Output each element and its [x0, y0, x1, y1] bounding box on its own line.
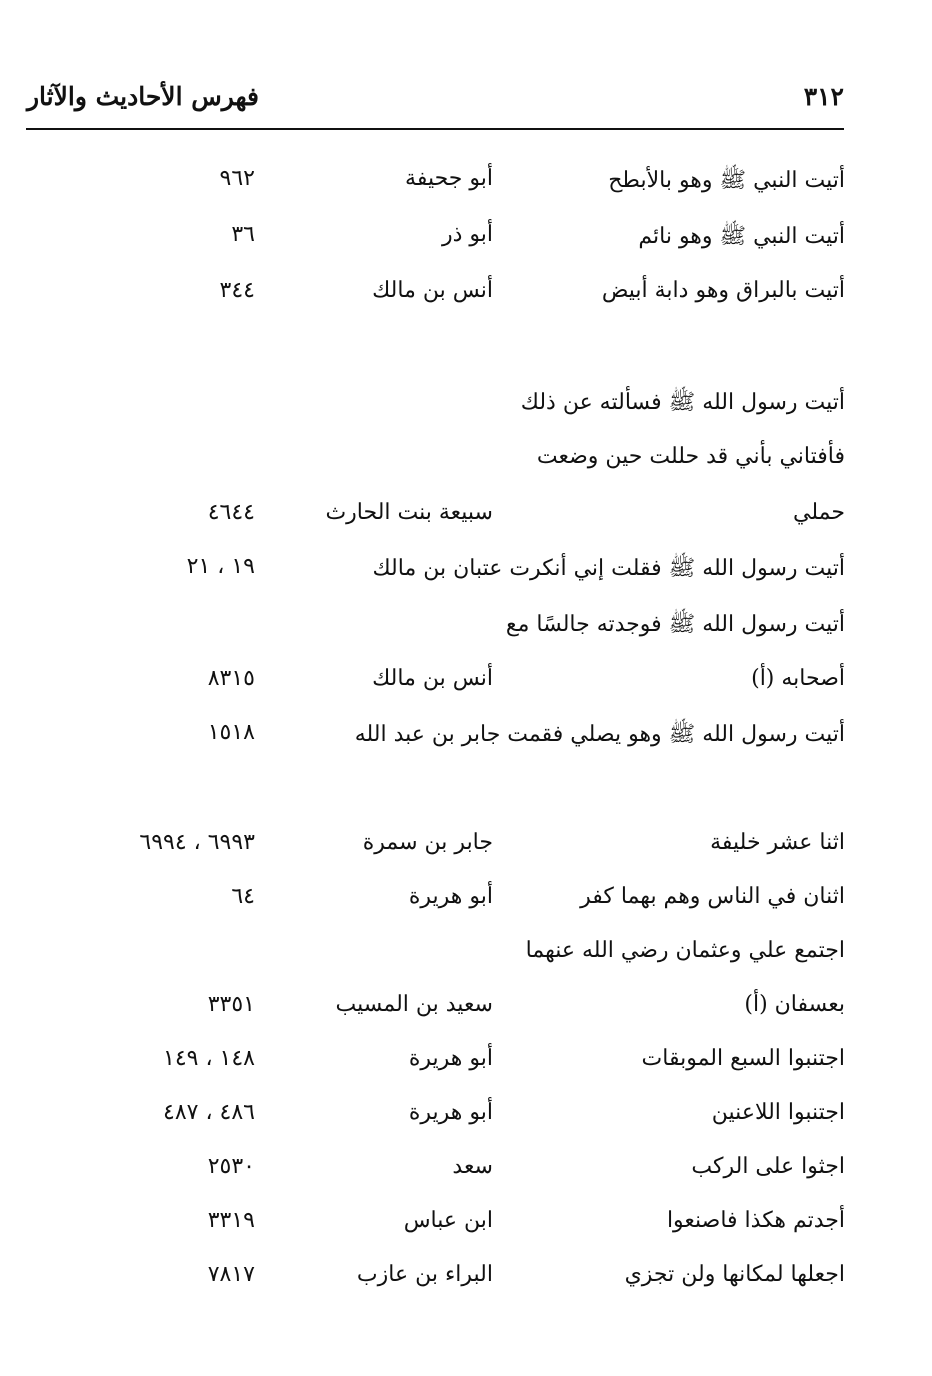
index-row	[60, 662, 845, 702]
hadith-text: اجثوا على الركب	[691, 1154, 845, 1179]
page-header	[26, 76, 844, 120]
page-number: ٣١٢	[803, 82, 844, 111]
index-row	[60, 1150, 845, 1190]
hadith-text: اجتنبوا السبع الموبقات	[641, 1046, 845, 1071]
hadith-number: ٣٣١٩	[207, 1208, 255, 1233]
hadith-text: اجتنبوا اللاعنين	[711, 1100, 845, 1125]
narrator: ابن عباس	[403, 1208, 493, 1233]
index-row	[60, 1204, 845, 1244]
hadith-text: أجدتم هكذا فاصنعوا	[666, 1208, 845, 1233]
narrator: البراء بن عازب	[356, 1262, 493, 1287]
hadith-text: فأفتاني بأني قد حللت حين وضعت	[536, 444, 845, 469]
hadith-number: ٣٣٥١	[207, 992, 255, 1017]
hadith-text: أتيت رسول الله ﷺ فقلت إني أنكرت عتبان بن مالك	[372, 556, 845, 581]
index-row	[60, 934, 845, 974]
index-row	[60, 1096, 845, 1136]
hadith-number: ١٤٨ ، ١٤٩	[163, 1046, 255, 1071]
narrator: أنس بن مالك	[372, 278, 493, 303]
hadith-number: ١٥١٨	[207, 720, 255, 745]
hadith-text: أتيت النبي ﷺ وهو نائم	[638, 224, 845, 249]
hadith-text: بعسفان (أ)	[744, 992, 845, 1017]
index-row	[60, 1258, 845, 1298]
index-row	[60, 440, 845, 480]
hadith-text: اثنا عشر خليفة	[710, 830, 845, 855]
narrator: أبو جحيفة	[405, 166, 493, 191]
narrator: أبو هريرة	[408, 1046, 493, 1071]
index-row	[60, 384, 845, 424]
index-row	[60, 826, 845, 866]
index-row	[60, 606, 845, 646]
hadith-number: ٦٩٩٣ ، ٦٩٩٤	[139, 830, 255, 855]
index-row	[60, 162, 845, 202]
narrator: أبو هريرة	[408, 1100, 493, 1125]
narrator: أبو هريرة	[408, 884, 493, 909]
hadith-number: ٦٤	[231, 884, 255, 909]
narrator: سعد	[452, 1154, 493, 1179]
hadith-text: اجعلها لمكانها ولن تجزي	[624, 1262, 845, 1287]
index-row	[60, 496, 845, 536]
hadith-text: أصحابه (أ)	[751, 666, 845, 691]
index-row	[60, 1042, 845, 1082]
hadith-number: ٣٤٤	[219, 278, 255, 303]
hadith-text: حملي	[793, 500, 845, 525]
index-row	[60, 550, 845, 590]
index-row	[60, 988, 845, 1028]
narrator: أبو ذر	[441, 222, 493, 247]
page-title: فهرس الأحاديث والآثار	[26, 82, 259, 111]
hadith-number: ٣٦	[231, 222, 255, 247]
narrator: سبيعة بنت الحارث	[325, 500, 493, 525]
hadith-text: أتيت رسول الله ﷺ فوجدته جالسًا مع	[505, 612, 845, 637]
hadith-text: أتيت النبي ﷺ وهو بالأبطح	[608, 168, 845, 193]
header-rule	[26, 128, 844, 130]
narrator: جابر بن سمرة	[362, 830, 493, 855]
hadith-text: أتيت رسول الله ﷺ وهو يصلي فقمت جابر بن عبد الله	[354, 722, 845, 747]
hadith-text: أتيت رسول الله ﷺ فسألته عن ذلك	[520, 390, 845, 415]
hadith-text: أتيت بالبراق وهو دابة أبيض	[601, 278, 845, 303]
hadith-text: اثنان في الناس وهم بهما كفر	[580, 884, 845, 909]
hadith-number: ٧٨١٧	[207, 1262, 255, 1287]
index-row	[60, 716, 845, 756]
hadith-text: اجتمع علي وعثمان رضي الله عنهما	[525, 938, 845, 963]
hadith-number: ٩٦٢	[219, 166, 255, 191]
narrator: أنس بن مالك	[372, 666, 493, 691]
narrator: سعيد بن المسيب	[335, 992, 493, 1017]
hadith-number: ٢٥٣٠	[207, 1154, 255, 1179]
index-row	[60, 218, 845, 258]
index-row	[60, 880, 845, 920]
index-row	[60, 274, 845, 314]
hadith-number: ٤٨٦ ، ٤٨٧	[163, 1100, 255, 1125]
hadith-number: ١٩ ، ٢١	[186, 554, 255, 579]
hadith-number: ٤٦٤٤	[207, 500, 255, 525]
hadith-number: ٨٣١٥	[207, 666, 255, 691]
